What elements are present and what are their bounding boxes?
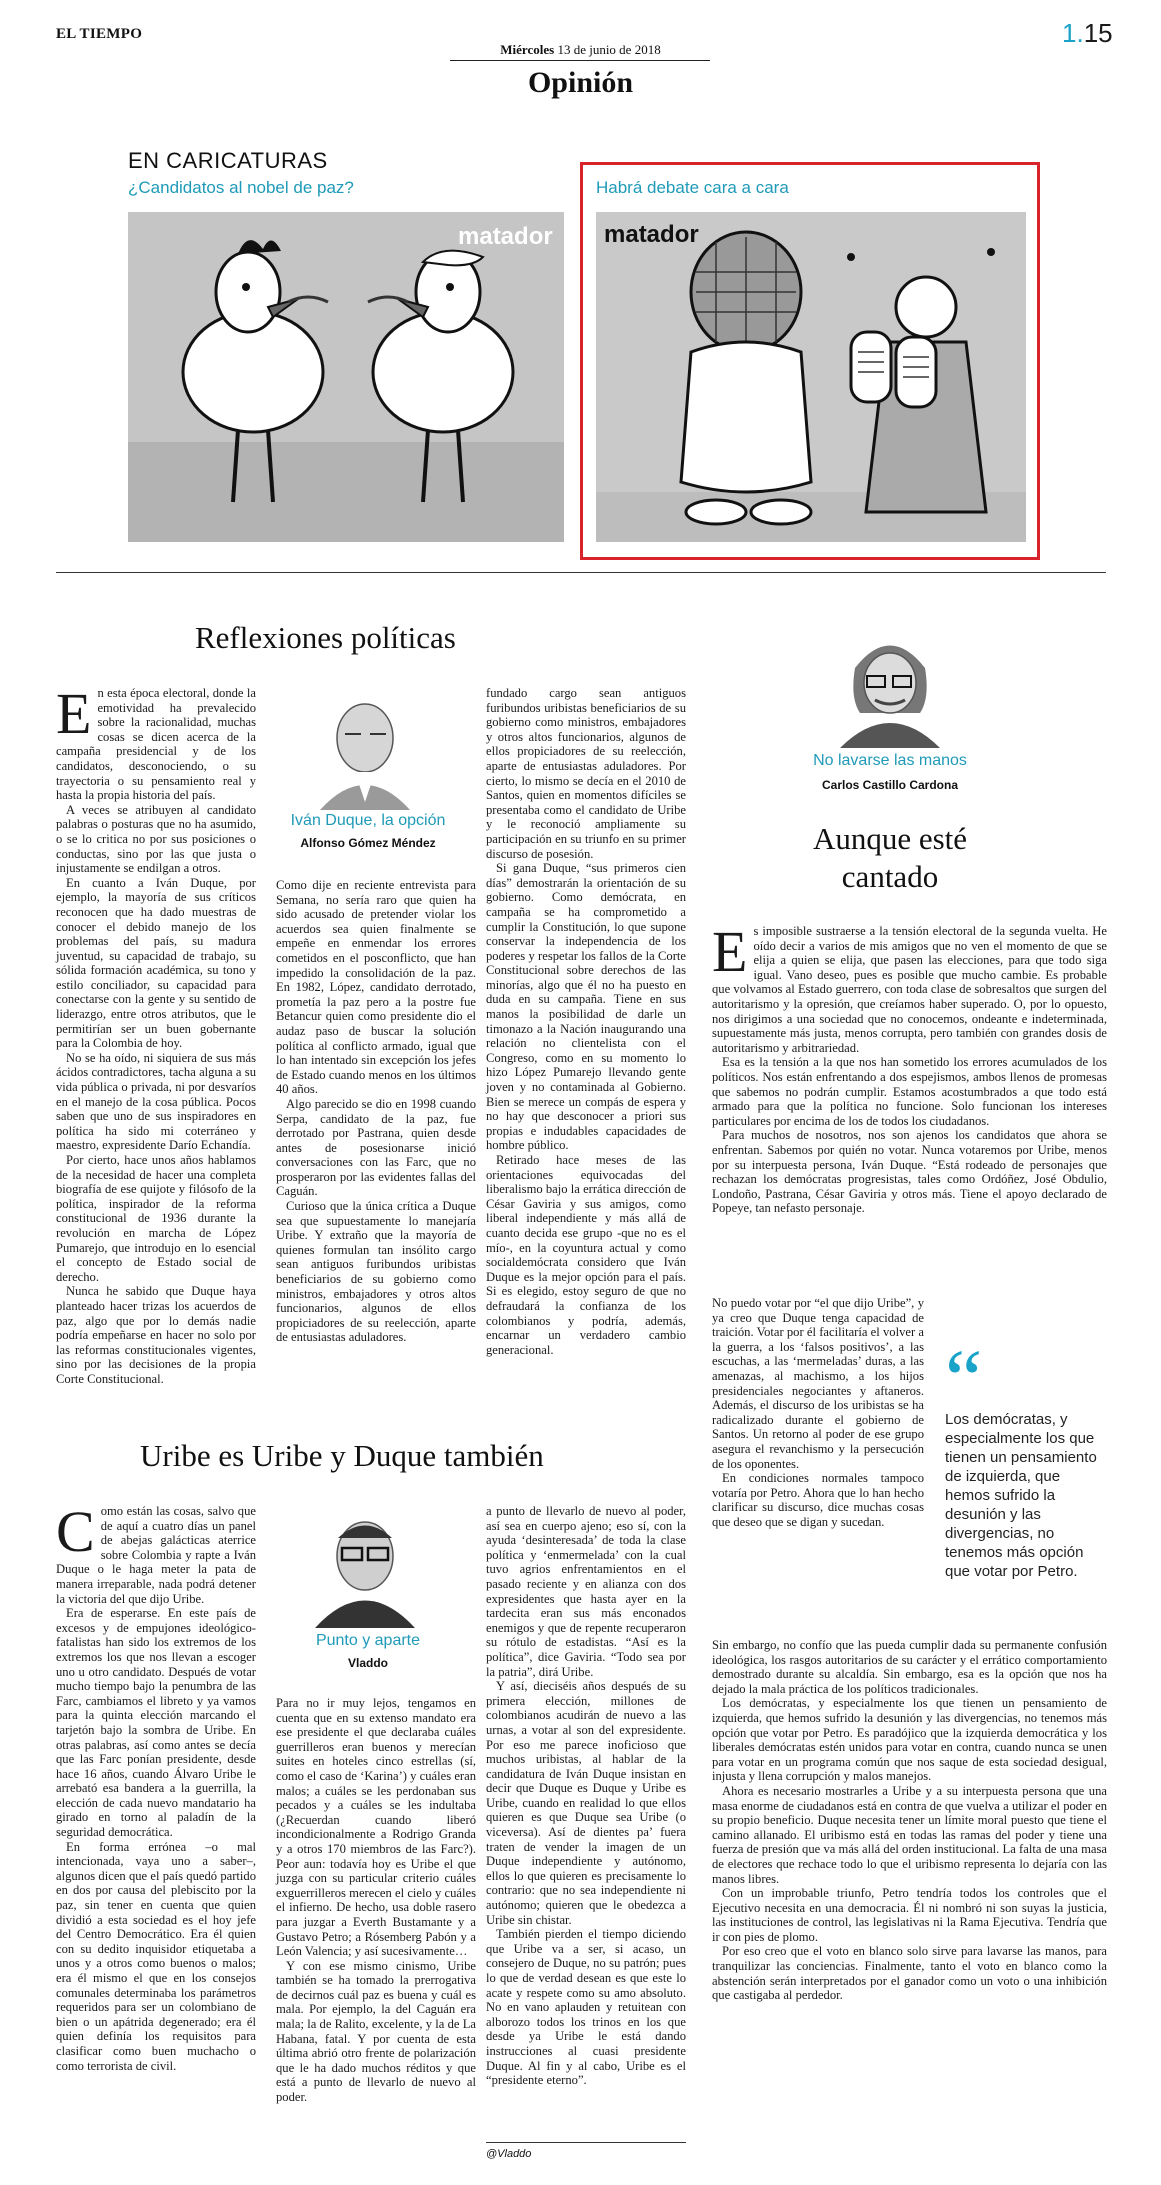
article3-column-narrow bbox=[712, 1296, 924, 1634]
author-photo-castillo bbox=[825, 628, 955, 748]
paragraph: Retirado hace meses de las orientaciones equivocadas del liberalismo bajo la errática dirección de César Gaviria y sus amigos, como liberal independiente y más allá de cuanto decida ese grupo -que no es el mío-, en la coyuntura actual y como socialdemócrata considero que Iván Duque es la mejor opción para el país. Si es elegido, estoy seguro de que no defraudará la confianza de los colombianos y podría, además, encarnar un verdadero cambio generacional. bbox=[486, 1153, 686, 1357]
quote-mark-icon: “ bbox=[945, 1333, 983, 1426]
article3-column-name: No lavarse las manos bbox=[813, 752, 967, 769]
author-photo-vladdo bbox=[300, 1508, 430, 1628]
paragraph: s imposible sustraerse a la tensión electoral de la segunda vuelta. He oído decir a varios de mis amigos que no ven el momento de que se elija a quien se elija, que pasen las elecciones, para que todo siga igual. Vano deseo, pues es posible que mucho cambie. Es probable que volvamos al Estado guerrero, con toda clase de sobresaltos que surgen del autoritarismo y la opresión, que creíamos haber superado. O, por lo opuesto, nos dirigimos a una sociedad que no conocemos, ondeante e indeterminada, supuestamente más justa, menos corrupta, pero también con grandes dosis de autoritarismo y arbitrariedad. bbox=[712, 924, 1107, 1055]
paragraph: Algo parecido se dio en 1998 cuando Serpa, candidato de la paz, fue derrotado por Pastrana, quien desde antes de posesionarse inició conversaciones con las Farc, que no prosperaron por las evidentes fallas del Caguán. bbox=[276, 1096, 476, 1199]
paragraph: No se ha oído, ni siquiera de sus más ácidos contradictores, tacha alguna a su vida pública o privada, ni por desvaríos en el manejo de la cosa pública. Pocos saben que uno de sus inspiradores en política ha sido mi coterráneo y maestro, expresidente Darío Echandía. bbox=[56, 1050, 256, 1153]
paragraph: Y con ese mismo cinismo, Uribe también se ha tomado la prerrogativa de decirnos cuál paz es buena y cuál es mala. Por ejemplo, la del Caguán era mala; la de Ralito, excelente, y la de La Habana, fatal. Y por cuenta de esta última abrió otro frente de polarización que le ha dado muchos réditos y que está a punto de llevarlo de nuevo al poder. bbox=[276, 1958, 476, 2105]
article1-column-name: Iván Duque, la opción bbox=[290, 812, 446, 829]
article3-title-line1: Aunque esté bbox=[812, 821, 968, 856]
article2-signature: @Vladdo bbox=[486, 2148, 532, 2160]
paragraph: Los demócratas, y especialmente los que tienen un pensamiento de izquierda, que hemos sufrido la desunión y las divergencias, no tenemos más opción que votar por Petro. Es paradójico que la izquierda democrática y los liberales demócratas estén unidos para votar en contra, cuando nunca se unen para votar en un programa común que nos saque de esta sociedad desigual, injusta y llena corrupción y malos manejos. bbox=[712, 1696, 1107, 1784]
caricatures-divider bbox=[56, 572, 1106, 573]
paragraph: Por cierto, hace unos años hablamos de la necesidad de hacer una completa biografía de ese quijote y filósofo de la política, inspirador de la reforma constitucional de 1936 durante la revolución en marcha de López Pumarejo, que introdujo en lo esencial el concepto de Estado social de derecho. bbox=[56, 1153, 256, 1284]
article3-title bbox=[720, 820, 1060, 896]
article2-column1 bbox=[56, 1499, 256, 2164]
page-prefix: 1. bbox=[1062, 18, 1084, 48]
article1-author: Alfonso Gómez Méndez bbox=[300, 836, 436, 850]
right-caricature bbox=[596, 212, 1026, 542]
article2-column2 bbox=[276, 1696, 476, 2164]
right-caricature-caption: Habrá debate cara a cara bbox=[596, 178, 789, 197]
caricatures-heading: EN CARICATURAS bbox=[128, 148, 328, 173]
article3-column-top bbox=[712, 919, 1107, 1292]
article1-title: Reflexiones políticas bbox=[195, 620, 456, 655]
date-rest: 13 de junio de 2018 bbox=[557, 42, 661, 57]
paragraph: Ahora es necesario mostrarles a Uribe y a su interpuesta persona que una masa enorme de ciudadanos está en contra de que vuelva a utilizar el poder en su propio beneficio. Duque necesita tener un límite moral puesto que tiene el camino allanado. El uribismo está en todas las ramas del poder y tiene una fuerza de presión que va más allá del orden institucional. La falta de una masa de electores que rechace todo lo que el uribismo representa lo dejaría con las manos libres. bbox=[712, 1783, 1107, 1886]
article3-dropcap: E bbox=[712, 919, 748, 984]
pull-quote-text: Los demócratas, y especialmente los que tienen un pensamiento de izquierda, que hemos sufrido la desunión y las divergencias, no tenemos más opción que votar por Petro. bbox=[945, 1411, 1097, 1580]
date-rule bbox=[450, 60, 710, 61]
paragraph: También pierden el tiempo diciendo que Uribe va a ser, si acaso, un consejero de Duque, no su patrón; pues lo que de verdad desean es que este lo acate y respete como su amo absoluto. No en vano aplauden y retuitean con alborozo todos los trinos en los que desde ya Uribe le está dando instrucciones al cuasi presidente Duque. Al fin y al cabo, Uribe es el “presidente eterno”. bbox=[486, 1927, 686, 2088]
signature-rule bbox=[486, 2142, 686, 2143]
paragraph: Con un improbable triunfo, Petro tendría todos los controles que el Ejecutivo necesita en una democracia. Él ni nombró ni son suyas la justicia, las instituciones de control, las legislativas ni la Rama Ejecutiva. Tendría que ir con pies de plomo. bbox=[712, 1886, 1107, 1944]
cartoon-signature: matador bbox=[604, 221, 699, 248]
cartoon-signature: matador bbox=[458, 223, 553, 250]
article2-author: Vladdo bbox=[347, 1656, 388, 1670]
paragraph: En cuanto a Iván Duque, por ejemplo, la mayoría de sus críticos reconocen que ha dado muestras de conocer el debido manejo de los problemas del país, su madura juventud, su capacidad de trabajo, su sólida formación académica, su tono y estilo conciliador, su capacidad para conectarse con la gente y su sentido de liderazgo, entre otros atributos, que le permitirían ser un buen gobernante para la Colombia de hoy. bbox=[56, 875, 256, 1051]
paragraph: Esa es la tensión a la que nos han sometido los errores acumulados de los políticos. Nos están enfrentando a dos espejismos, ambos llenos de promesas que sabemos no podrán cumplir. Estamos acostumbrados a que todo está armado para que la política no funcione. Solo funcionan los intereses particulares por encima de los de todos los ciudadanos. bbox=[712, 1055, 1107, 1128]
article1-column2 bbox=[276, 878, 476, 1345]
paragraph: Para no ir muy lejos, tengamos en cuenta que en su extenso mandato era ese presidente el que declaraba cuáles guerrilleros eran buenos y merecían suites en hoteles cinco estrellas (sí, como el caso de ‘Karina’) y cuáles eran malos; a cuáles se les perdonaban sus pecados y a cuáles se les indultaba (¿Recuerdan cuando liberó incondicionalmente a Rodrigo Granda y a otros 170 miembros de las Farc?). Peor aun: todavía hoy es Uribe el que juzga con su particular criterio cuáles exguerrilleros merecen el cielo y cuáles el infierno. De hecho, usa doble rasero para juzgar a Everth Bustamante y a Gustavo Petro; a Rósemberg Pabón y a León Valencia; y así sucesivamente… bbox=[276, 1696, 476, 1959]
paragraph: Para muchos de nosotros, nos son ajenos los candidatos que ahora se enfrentan. Sabemos por quién no votar. Nunca votaremos por Uribe, menos por su interpuesta persona, Iván Duque. “Está rodeado de personajes que rechazan los demócratas progresistas, tales como Ordóñez, José Obdulio, Londoño, Pastrana, César Gaviria y otros más. Tiene el apoyo declarado de Popeye, tan nefasto personaje. bbox=[712, 1128, 1107, 1216]
date-day: Miércoles bbox=[500, 42, 555, 57]
page-number bbox=[1062, 18, 1113, 49]
debate-cartoon-image bbox=[596, 212, 1026, 542]
article3-column-bottom bbox=[712, 1638, 1107, 2172]
author-portrait-icon bbox=[300, 690, 430, 810]
article3-author: Carlos Castillo Cardona bbox=[821, 778, 959, 792]
page-suffix: 15 bbox=[1083, 18, 1113, 48]
article2-column-name: Punto y aparte bbox=[315, 1632, 421, 1649]
author-photo-gomez bbox=[300, 690, 430, 810]
article1-column3 bbox=[486, 686, 686, 1357]
paragraph: A veces se atribuyen al candidato palabras o posturas que no ha asumido, o se lo critica no por sus posiciones o conductas, sino por las que justa o injustamente se endilgan a otros. bbox=[56, 802, 256, 876]
article2-column3 bbox=[486, 1504, 686, 2138]
paragraph: Por eso creo que el voto en blanco solo sirve para lavarse las manos, para tranquilizar las conciencias. Finalmente, tanto el voto en blanco como la abstención serán interpretados por el ganador como un voto o una inhibición que castigaba al perdedor. bbox=[712, 1944, 1107, 2003]
publication-date bbox=[0, 42, 1161, 58]
paragraph: Nunca he sabido que Duque haya planteado hacer trizas los acuerdos de paz, algo que por lo demás nadie podría empeñarse en hacer no solo por las reformas constitucionales vigentes, sino por las decisiones de la propia Corte Constitucional. bbox=[56, 1284, 256, 1386]
section-title: Opinión bbox=[527, 66, 634, 99]
left-caricature-caption: ¿Candidatos al nobel de paz? bbox=[128, 178, 354, 197]
paragraph: En forma errónea –o mal intencionada, vaya uno a saber–, algunos dicen que el país quedó partido en dos por causa del plebiscito por la paz, sin tener en cuenta que quien dividió a esta sociedad es el hoy jefe del Centro Democrático. Era él quien con su dedito inquisidor etiquetaba a unos y a otros como buenos o malos; era él mismo el que en los consejos comunales determinaba los parámetros requeridos para ser un colombiano de bien o un apátrida degenerado; era él quien definía los requisitos para clasificar como buen muchacho o como terrorista de civil. bbox=[56, 1839, 256, 2073]
article3-title-line2: cantado bbox=[841, 859, 939, 894]
paragraph: Curioso que la única crítica a Duque sea que supuestamente lo manejaría Uribe. Y extraño que la mayoría de quienes formulan tan insólito cargo sean antiguos furibundos uribistas beneficiarios de su gobierno como ministros, embajadores y otros altos funcionarios, algunos de ellos propiciadores de su reelección, aparte de entusiastas aduladores. bbox=[276, 1199, 476, 1345]
author-portrait-icon bbox=[300, 1508, 430, 1628]
paragraph: Como dije en reciente entrevista para Semana, no sería raro que quien ha sido acusado de pretender violar los acuerdos sea quien finalmente se empeñe en enmendar los errores cometidos en el posconflicto, que han impedido la consolidación de la paz. En 1982, López, candidato derrotado, prometía la paz pero a la postre fue Betancur quien como presidente dio el audaz paso de buscar la solución política al conflicto armado, igual que lo han intentado sin excepción los jefes de Estado cuando menos en los últimos 40 años. bbox=[276, 878, 476, 1097]
article2-dropcap: C bbox=[56, 1499, 95, 1564]
masthead: EL TIEMPO bbox=[56, 26, 143, 42]
paragraph: No puedo votar por “el que dijo Uribe”, y ya creo que Duque tenga capacidad de traición. Votar por él facilitaría el volver a la guerra, a los ‘falsos positivos’, a las escuchas, a las ‘mermeladas’ duras, a las amenazas, al machismo, a los hijos presidenciales negociantes y aftaneros. Además, el discurso de los uribistas se ha radicalizado durante el gobierno de Santos. Un retorno al poder de ese grupo asegura el revanchismo y la persecución de los oponentes. bbox=[712, 1296, 924, 1471]
left-caricature bbox=[128, 212, 564, 542]
paragraph: En condiciones normales tampoco votaría por Petro. Ahora que lo han hecho clarificar su discurso, dice muchas cosas que deseo que se digan y sucedan. bbox=[712, 1471, 924, 1529]
doves-cartoon-image bbox=[128, 212, 564, 542]
article1-column1 bbox=[56, 681, 256, 1386]
paragraph: n esta época electoral, donde la emotividad ha prevalecido sobre la racionalidad, muchas cosas se dicen acerca de la campaña presidencial y de los candidatos, desconociendo, o su trayectoria o su pensamiento real y hasta la propia historia del país. bbox=[56, 686, 256, 803]
paragraph: fundado cargo sean antiguos furibundos uribistas beneficiarios de su gobierno como ministros, embajadores y otros altos funcionarios, algunos de ellos propiciadores de su reelección, aparte de entusiastas aduladores. Por cierto, lo mismo se decía en el 2010 de Santos, quien en momentos difíciles se presentaba como el candidato de Uribe y le reconoció ampliamente su participación en su triunfo en su primer discurso de posesión. bbox=[486, 686, 686, 861]
paragraph: omo están las cosas, salvo que de aquí a cuatro días un panel de abejas galácticas aterrice sobre Colombia y rapte a Iván Duque o le haga meter la pata de manera irreparable, nada podrá detener la victoria del que dijo Uribe. bbox=[56, 1504, 256, 1606]
paragraph: a punto de llevarlo de nuevo al poder, así sea en cuerpo ajeno; eso sí, con la ayuda ‘desinteresada’ de toda la clase política y ‘enmermelada’ con la cual tuvo agrios enfrentamientos en el pasado reciente y en alianza con dos expresidentes que hasta ayer en la tardecita eran sus más enconados enemigos y que de repente recuperaron su rótulo de estadistas. “Así es la política”, dice Gaviria. “Todo sea por la patria”, dirá Uribe. bbox=[486, 1504, 686, 1679]
paragraph: Sin embargo, no confío que las pueda cumplir dada su permanente confusión ideológica, los rasgos autoritarios de su carácter y el errático comportamiento demostrado durante su alcaldía. Sin embargo, esa es la opción que nos ha dejado la mala práctica de los políticos tradicionales. bbox=[712, 1638, 1107, 1696]
paragraph: Y así, dieciséis años después de su primera elección, millones de colombianos acudirán de nuevo a las urnas, a votar al son del expresidente. Por eso me parece inoficioso que muchos uribistas, al hablar de la candidatura de Iván Duque insistan en decir que Duque es Duque y Uribe es Uribe, cuando en realidad lo que ellos quieren es que Duque sea Uribe (o viceversa). Así de dientes pa’ fuera traten de vender la imagen de un Duque independiente y autónomo, ellos lo que quieren es precisamente lo contrario: que no sea independiente ni autónomo; quieren que le obedezca a Uribe sin chistar. bbox=[486, 1679, 686, 1927]
paragraph: Si gana Duque, “sus primeros cien días” demostrarán la orientación de su gobierno. Como demócrata, en campaña se ha comprometido a cumplir la Constitución, lo que supone conservar la independencia de los poderes y respetar los fallos de la Corte Constitucional sobre derechos de las minorías, algo que él no ha puesto en duda en su campaña. Tiene en sus manos la posibilidad de darle un timonazo a la Nación inaugurando una relación no clientelista con el Congreso, como en su momento lo hizo López Pumarejo llevando gente joven y no contaminada al Gobierno. Bien se merece un compás de espera y no hay que desconocer a priori sus propias e indudables capacidades de hombre público. bbox=[486, 861, 686, 1153]
author-portrait-icon bbox=[825, 628, 955, 748]
article1-dropcap: E bbox=[56, 681, 92, 746]
paragraph: Era de esperarse. En este país de excesos y de empujones ideológico-fatalistas han sido los extremos de los extremos los que nos llevan a escoger uno u otro candidato. Después de votar mucho tiempo bajo la penumbra de las Farc, cambiamos el libreto y ya vamos para la quinta elección marcando el tarjetón bajo la sombra de Uribe. En otras palabras, así como antes se decía que las Farc ponían presidente, desde hace 16 años, cuando Álvaro Uribe le arrebató esa bandera a la guerrilla, la elección de cada nuevo mandatario ha girado en torno al paladín de la seguridad democrática. bbox=[56, 1606, 256, 1840]
pull-quote bbox=[945, 1333, 1105, 1581]
article2-title: Uribe es Uribe y Duque también bbox=[140, 1438, 544, 1473]
